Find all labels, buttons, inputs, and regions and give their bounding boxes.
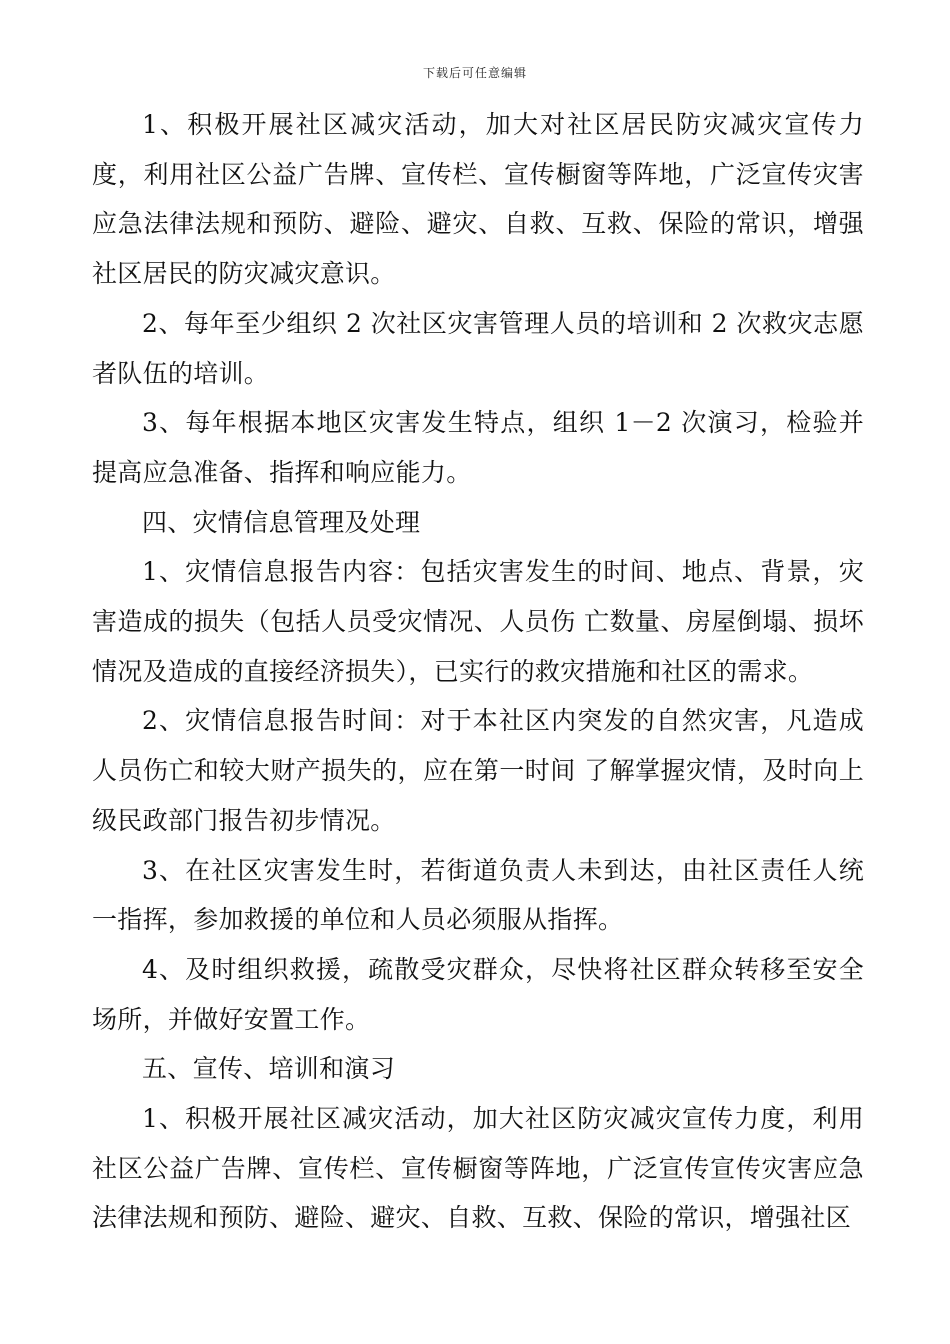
paragraph-report-content: 1、灾情信息报告内容：包括灾害发生的时间、地点、背景，灾害造成的损失（包括人员受灾情况、人员伤 亡数量、房屋倒塌、损坏情况及造成的直接经济损失），已实行的救灾措施和社区的需求。: [92, 557, 864, 686]
header-note: 下载后可任意编辑: [422, 66, 527, 80]
section-heading-disaster-info: 四、灾情信息管理及处理: [142, 507, 421, 537]
document-body: [92, 100, 864, 1243]
paragraph-report-time: 2、灾情信息报告时间：对于本社区内突发的自然灾害，凡造成人员伤亡和较大财产损失的，应在第一时间 了解掌握灾情，及时向上级民政部门报告初步情况。: [92, 706, 864, 835]
paragraph-publicity-activities: 1、积极开展社区减灾活动，加大对社区居民防灾减灾宣传力度，利用社区公益广告牌、宣传栏、宣传橱窗等阵地，广泛宣传灾害应急法律法规和预防、避险、避灾、自救、互救、保险的常识，增强社区居民的防灾减灾意识。: [92, 110, 864, 289]
paragraph-drills: 3、每年根据本地区灾害发生特点，组织 1－2 次演习，检验并提高应急准备、指挥和响应能力。: [92, 408, 864, 487]
paragraph-evacuation: 4、及时组织救援，疏散受灾群众，尽快将社区群众转移至安全场所，并做好安置工作。: [92, 954, 864, 1034]
section-heading-publicity-training: 五、宣传、培训和演习: [142, 1054, 396, 1084]
paragraph-training-frequency: 2、每年至少组织 2 次社区灾害管理人员的培训和 2 次救灾志愿者队伍的培训。: [92, 308, 864, 388]
paragraph-publicity-activities-repeat: 1、积极开展社区减灾活动，加大社区防灾减灾宣传力度，利用社区公益广告牌、宣传栏、宣传橱窗等阵地，广泛宣传宣传灾害应急法律法规和预防、避险、避灾、自救、互救、保险的常识，增强社区: [92, 1104, 864, 1233]
paragraph-command: 3、在社区灾害发生时，若街道负责人未到达，由社区责任人统一指挥，参加救援的单位和人员必须服从指挥。: [92, 855, 864, 935]
